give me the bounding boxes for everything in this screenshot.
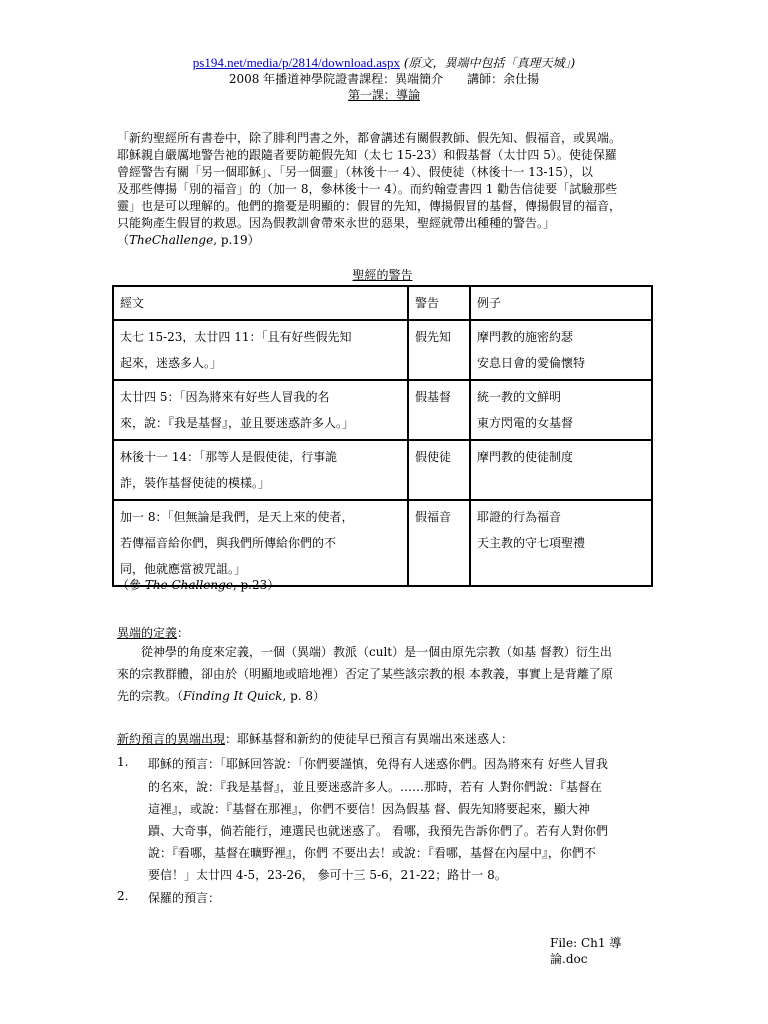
list-item-line: 耶穌的預言：「耶穌回答說：「你們要謹慎，免得有人迷惑你們。因為將來有 好些人冒我 [148,757,608,771]
header-cell: 警告 [408,286,470,320]
example-cell: 耶證的行為福音 天主教的守七項聖禮 [470,500,652,586]
list-item-line: 保羅的預言： [148,891,221,905]
example-cell: 摩門教的施密約瑟 安息日會的愛倫懷特 [470,320,652,380]
list-item-line: 說：『看哪，基督在曠野裡』，你們 不要出去！或說：『看哪，基督在內屋中』，你們不 [148,846,596,860]
quote-line: 耶穌親自嚴厲地警告祂的跟隨者要防範假先知（太七 15-23）和假基督（太廿四 5）。使徒保羅 [117,148,617,162]
citation-book: TheChallenge [129,233,214,247]
list-number: 2. [117,889,129,903]
quote-line: 只能夠產生假冒的救恩。因為假教訓會帶來永世的惡果，聖經就帶出種種的警告。」 [117,216,556,230]
definition-line: 從神學的角度來定義，一個（異端）教派（cult）是一個由原先宗教（如基 督教）衍生出 [117,645,612,659]
verse-cell: 太廿四 5：「因為將來有好些人冒我的名 來，說：『我是基督』，並且要迷惑許多人。」 [113,380,408,440]
header-cell: 經文 [113,286,408,320]
table-row [113,440,652,500]
warning-cell: 假使徒 [408,440,470,500]
citation-page: , p.23） [232,578,280,592]
table-row [113,500,652,586]
warning-cell: 假福音 [408,500,470,586]
source-line [0,54,768,71]
warning-cell: 假先知 [408,320,470,380]
verse-cell: 太七 15-23，太廿四 11：「且有好些假先知 起來，迷惑多人。」 [113,320,408,380]
list-item-line: 要信！」太廿四 4-5，23-26， 參可十三 5-6，21-22；路廿一 8。 [148,868,507,882]
citation-page: , p.19） [213,233,260,247]
warnings-table [112,285,653,587]
table-title: 聖經的警告 [352,268,413,282]
list-item-line: 的名來，說：『我是基督』，並且要迷惑許多人。……那時，若有 人對你們說：『基督在 [148,780,602,794]
course-line: 2008 年播道神學院證書課程：異端簡介 講師：余仕揚 [228,72,540,86]
footer-file-line: 論.doc [550,952,588,966]
table-header-row [113,286,652,320]
quote-line: 靈」也是可以理解的。他們的擔憂是明顯的：假冒的先知，傳揚假冒的基督，傳揚假冒的福音， [117,199,622,213]
table-row [113,380,652,440]
quote-citation: （TheChallenge, p.19） [117,233,260,247]
footer-file-line: File: Ch1 導 [550,936,622,950]
warning-cell: 假基督 [408,380,470,440]
definition-heading: 異端的定義： [117,626,190,640]
quote-line: 曾經警告有關「另一個耶穌」、「另一個靈」（林後十一 4）、假使徒（林後十一 13-15），以 [117,165,593,179]
quote-line: 及那些傳揚「別的福音」的（加一 8，參林後十一 4）。而約翰壹書四 1 勸告信徒要「試驗那些 [117,182,618,196]
verse-cell: 加一 8：「但無論是我們，是天上來的使者， 若傳福音給你們，與我們所傳給你們的不 同，他就應當被咒詛。」 [113,500,408,586]
header-cell: 例子 [470,286,652,320]
quote-line: 「新約聖經所有書卷中，除了腓利門書之外，都會講述有關假教師、假先知、假福音，或異端。 [117,131,622,145]
table-citation: （參 The Challenge, p.23） [117,578,280,592]
prophecy-heading: 新約預言的異端出現：耶穌基督和新約的使徒早已預言有異端出來迷惑人： [117,732,514,746]
citation-book: The Challenge [144,578,233,592]
citation-book: Finding It Quick [183,689,283,703]
verse-cell: 林後十一 14：「那等人是假使徒，行事詭 詐，裝作基督使徒的模樣。」 [113,440,408,500]
source-link[interactable]: ps194.net/media/p/2814/download.aspx [192,55,401,70]
source-note: (原文，異端中包括「真理天城」) [400,56,576,70]
table-row [113,320,652,380]
list-item-line: 蹟、大奇事，倘若能行，連選民也就迷惑了。 看哪，我預先告訴你們了。若有人對你們 [148,824,608,838]
list-item-line: 這裡』，或說：『基督在那裡』，你們不要信！因為假基 督、假先知將要起來，顯大神 [148,802,590,816]
lesson-title: 第一課：導論 [347,88,420,102]
definition-line: 來的宗教群體，卻由於（明顯地或暗地裡）否定了某些該宗教的根 本教義，事實上是背離了原 [117,667,613,681]
example-cell: 摩門教的使徒制度 [470,440,652,500]
definition-line: 先的宗教。（Finding It Quick, p. 8） [117,689,326,703]
example-cell: 統一教的文鮮明 東方閃電的女基督 [470,380,652,440]
citation-page: , p. 8） [282,689,326,703]
list-number: 1. [117,755,129,769]
